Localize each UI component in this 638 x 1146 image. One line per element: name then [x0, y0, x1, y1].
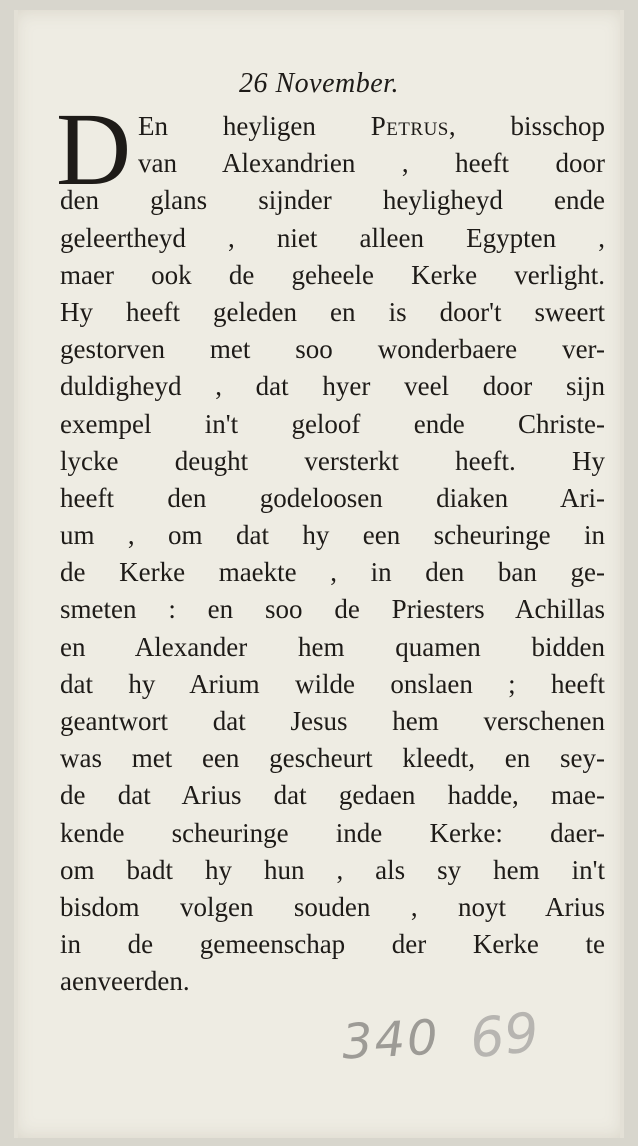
- text-line: maer ook de geheele Kerke verlight.: [60, 259, 605, 290]
- text-line: de Kerke maekte , in den ban ge-: [60, 557, 605, 588]
- text-line: om badt hy hun , als sy hem in't: [60, 854, 605, 885]
- drop-cap-initial: D: [56, 92, 132, 207]
- text-line: aenveerden.: [60, 966, 190, 997]
- text-line: smeten : en soo de Priesters Achillas: [60, 594, 605, 625]
- text-line: bisdom volgen souden , noyt Arius: [60, 891, 605, 922]
- paper-edge-left: [14, 10, 18, 1138]
- pencil-annotation-left: 340: [340, 1009, 442, 1071]
- text-line: um , om dat hy een scheuringe in: [60, 520, 605, 551]
- text-line: en Alexander hem quamen bidden: [60, 631, 605, 662]
- text-line: was met een gescheurt kleedt, en sey-: [60, 743, 605, 774]
- text-line: de dat Arius dat gedaen hadde, mae-: [60, 780, 605, 811]
- text-line: lycke deught versterkt heeft. Hy: [60, 445, 605, 476]
- text-line: heeft den godeloosen diaken Ari-: [60, 482, 605, 513]
- text-line: Hy heeft geleden en is door't sweert: [60, 296, 605, 327]
- date-heading: 26 November.: [239, 68, 399, 99]
- text-line: En heyligen Petrus, bisschop: [138, 111, 605, 141]
- text-line: kende scheuringe inde Kerke: daer-: [60, 817, 605, 848]
- text-line: van Alexandrien , heeft door: [138, 148, 605, 179]
- text-line: in de gemeenschap der Kerke te: [60, 929, 605, 960]
- text-line: dat hy Arium wilde onslaen ; heeft: [60, 668, 605, 699]
- text-line: exempel in't geloof ende Christe-: [60, 408, 605, 439]
- text-line: gestorven met soo wonderbaere ver-: [60, 334, 605, 365]
- text-line: duldigheyd , dat hyer veel door sijn: [60, 371, 605, 402]
- text-line: geleertheyd , niet alleen Egypten ,: [60, 222, 605, 253]
- text-line: den glans sijnder heyligheyd ende: [60, 185, 605, 216]
- pencil-annotation-right: 69: [466, 1000, 542, 1071]
- paper-edge-right: [620, 10, 624, 1138]
- body-text: [60, 108, 605, 1001]
- saint-name: Petrus: [370, 111, 449, 141]
- text-line: geantwort dat Jesus hem verschenen: [60, 706, 605, 736]
